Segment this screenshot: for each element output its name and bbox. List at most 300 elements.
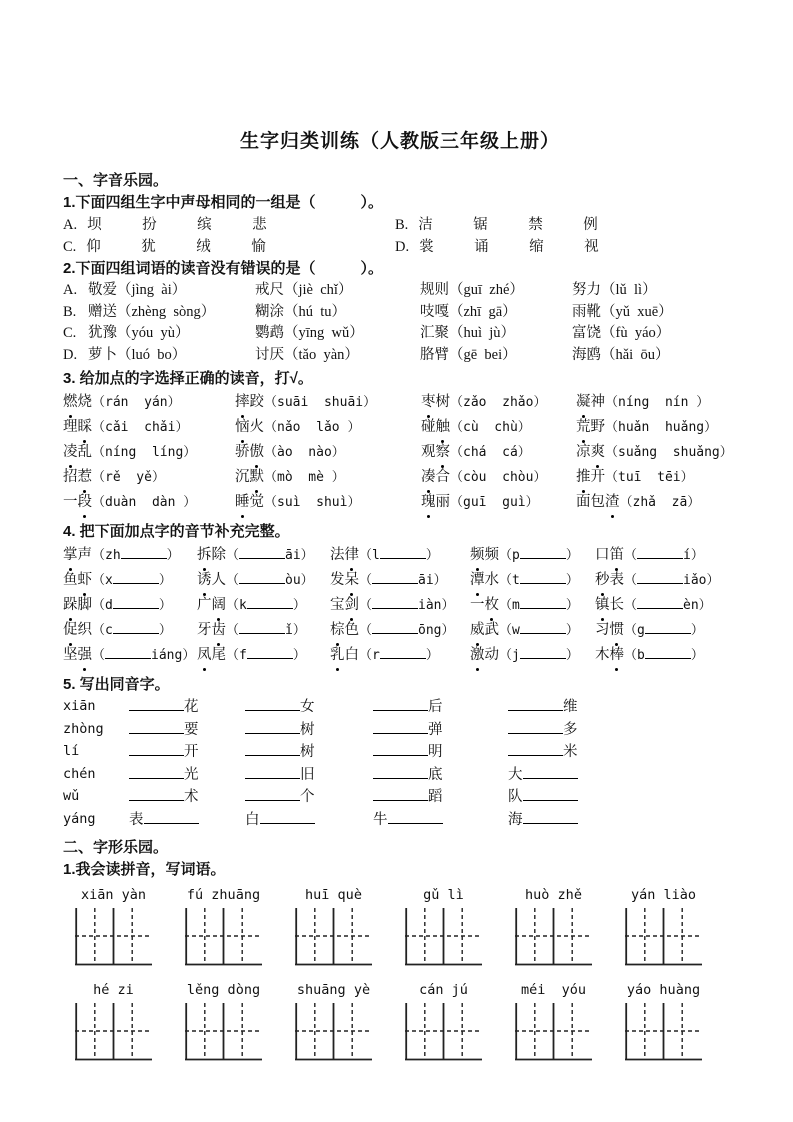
pinyin-label: méi yóu	[520, 982, 587, 998]
answer-blank	[373, 766, 428, 779]
pinyin-after-blank: ）	[565, 548, 579, 563]
word-pre: 法	[330, 547, 345, 563]
homophone-cell	[373, 741, 508, 764]
homophone-cell	[129, 719, 245, 742]
word-post: 白	[344, 647, 359, 663]
syllable-fill-item	[63, 593, 197, 618]
writing-grid-cell	[625, 887, 702, 968]
tianzige-grid	[405, 1003, 482, 1063]
word-pre: 凉	[576, 444, 591, 460]
q5-row	[63, 786, 737, 809]
pinyin-after-blank: ）	[158, 623, 172, 638]
pinyin-choice-item	[421, 415, 576, 440]
q1-option-d	[395, 236, 737, 258]
char-after-blank: 个	[300, 789, 315, 805]
option-char: 仰	[86, 239, 101, 255]
pinyin-before-blank: （d	[92, 598, 113, 613]
pinyin-choice-item	[63, 440, 235, 465]
word-post: 水	[484, 572, 499, 588]
pinyin-choice-item	[235, 415, 421, 440]
word-pre: 木	[595, 647, 610, 663]
dotted-char: 诱	[197, 568, 212, 592]
q5-prompt: 5. 写出同音字。	[63, 676, 170, 693]
pinyin-key: lí	[63, 743, 80, 759]
syllable-fill-item	[197, 643, 330, 668]
pinyin-choice-item	[63, 415, 235, 440]
answer-blank	[520, 621, 566, 634]
pinyin-before-blank: （c	[92, 623, 113, 638]
answer-blank	[113, 596, 159, 609]
syllable-fill-item	[595, 593, 737, 618]
option-char: 缤	[197, 217, 212, 233]
syllable-fill-item	[63, 543, 197, 568]
pinyin-label: yán liào	[630, 887, 697, 903]
dotted-char: 律	[345, 543, 360, 567]
char-after-blank: 光	[184, 766, 199, 783]
homophone-cell	[245, 696, 373, 719]
syllable-fill-item	[330, 618, 470, 643]
pinyin-after-blank: ōng）	[418, 623, 455, 638]
pinyin-choice-item	[235, 465, 421, 490]
word-with-pinyin: 努力（lǔ lì）	[572, 282, 657, 298]
q3-prompt: 3. 给加点的字选择正确的读音，打√。	[63, 370, 313, 387]
pinyin-choice-item	[421, 390, 576, 415]
pinyin-choice-item	[421, 490, 576, 515]
answer-blank	[388, 811, 443, 824]
answer-blank	[508, 698, 563, 711]
dotted-char: 恼	[235, 415, 250, 439]
pinyin-before-blank: （	[359, 573, 373, 588]
q5-row	[63, 764, 737, 787]
word-post: 长	[609, 597, 624, 613]
pinyin-before-blank: （	[226, 623, 240, 638]
word-with-pinyin: 吱嘎（zhī gā）	[420, 303, 517, 320]
word-post: 开	[590, 469, 605, 485]
pinyin-before-blank: （zh	[92, 548, 121, 563]
word-with-pinyin: 富饶（fù yáo）	[572, 325, 671, 341]
option-label: B.	[63, 303, 77, 320]
option-char: 愉	[251, 239, 266, 255]
option-label: B.	[395, 217, 409, 233]
q3-items	[63, 390, 737, 515]
pinyin-options: （mò mè ）	[264, 470, 345, 485]
homophone-cell	[373, 696, 508, 719]
word-pre: 理	[63, 419, 78, 435]
pinyin-after-blank: iàn）	[418, 598, 455, 613]
answer-blank	[113, 571, 159, 584]
homophone-cell	[508, 786, 737, 809]
option-label: D.	[395, 239, 410, 255]
pinyin-before-blank: （b	[624, 648, 645, 663]
word-post: 动	[484, 647, 499, 663]
dotted-char: 强	[78, 643, 93, 667]
pinyin-after-blank: ǐ）	[285, 623, 306, 638]
writing-grid-cell	[515, 982, 592, 1063]
pinyin-choice-item	[576, 390, 737, 415]
tianzige-grid	[295, 908, 372, 968]
syllable-fill-item	[595, 568, 737, 593]
char-before-blank: 牛	[373, 811, 388, 828]
dotted-char: 枣	[421, 390, 436, 414]
syllable-fill-item	[330, 543, 470, 568]
char-after-blank: 旧	[300, 766, 315, 783]
pinyin-options: （níng nín ）	[605, 395, 710, 410]
q5-cells	[129, 786, 737, 809]
pinyin-choice-item	[576, 490, 737, 515]
syllable-fill-item	[470, 593, 595, 618]
word-with-pinyin: 戒尺（jiè chǐ）	[255, 282, 353, 298]
answer-blank	[373, 698, 428, 711]
pinyin-key: zhòng	[63, 720, 104, 737]
dotted-char: 瑰	[421, 490, 436, 514]
writing-grid-cell	[75, 887, 152, 968]
word-with-pinyin: 讨厌（tǎo yàn）	[255, 346, 359, 363]
dotted-char: 摔	[235, 390, 250, 414]
homophone-cell	[373, 764, 508, 787]
homophone-cell	[373, 809, 508, 832]
pinyin-after-blank: āi）	[418, 573, 447, 588]
dotted-char: 掌	[63, 543, 78, 567]
word-post: 烧	[77, 394, 92, 410]
pinyin-before-blank: （	[624, 548, 638, 563]
word-with-pinyin: 雨靴（yǔ xuē）	[572, 303, 673, 320]
pinyin-after-blank: ）	[690, 623, 704, 638]
homophone-cell	[508, 764, 737, 787]
char-before-blank: 表	[129, 811, 144, 828]
word-pre: 鱼	[63, 572, 78, 588]
syllable-fill-item	[595, 543, 737, 568]
answer-blank	[372, 596, 418, 609]
word-post: 人	[211, 572, 226, 588]
answer-blank	[105, 646, 151, 659]
char-after-blank: 女	[300, 699, 315, 715]
option-label: C.	[63, 239, 77, 255]
pinyin-choice-item	[63, 465, 235, 490]
pinyin-options: （cǎi chǎi）	[92, 420, 189, 435]
pinyin-options: （rě yě）	[92, 470, 165, 485]
answer-blank	[523, 766, 578, 779]
option-char: 锯	[473, 217, 488, 233]
word-with-pinyin: 鹦鹉（yīng wǔ）	[255, 325, 364, 341]
char-after-blank: 明	[428, 744, 443, 760]
dotted-char: 促	[63, 618, 78, 642]
char-after-blank: 弹	[428, 721, 443, 738]
dotted-char: 察	[436, 440, 451, 464]
syllable-fill-item	[330, 593, 470, 618]
pinyin-before-blank: （x	[92, 573, 113, 588]
syllable-fill-item	[470, 568, 595, 593]
option-char: 绒	[196, 239, 211, 255]
pinyin-choice-item	[63, 390, 235, 415]
dotted-char: 虾	[78, 568, 93, 592]
q2-option-d	[63, 345, 737, 367]
option-char: 犹	[141, 239, 156, 255]
answer-blank	[637, 596, 683, 609]
pinyin-options: （nǎo lǎo ）	[264, 420, 361, 435]
syllable-fill-item	[470, 618, 595, 643]
answer-blank	[245, 721, 300, 734]
pinyin-after-blank: ）	[690, 648, 704, 663]
pinyin-before-blank: （j	[499, 648, 520, 663]
pinyin-choice-item	[235, 440, 421, 465]
option-char: 诵	[474, 239, 489, 255]
pinyin-choice-item	[576, 415, 737, 440]
word-post: 脚	[77, 597, 92, 613]
answer-blank	[245, 743, 300, 756]
dotted-char: 渣	[605, 490, 620, 514]
pinyin-label: cán jú	[419, 982, 468, 998]
answer-blank	[373, 743, 428, 756]
pinyin-before-blank: （	[226, 548, 240, 563]
option-char: 扮	[142, 217, 157, 233]
answer-blank	[129, 698, 184, 711]
char-after-blank: 多	[563, 721, 578, 738]
answer-blank	[260, 811, 315, 824]
pinyin-label: yáo huàng	[626, 982, 701, 998]
homophone-cell	[373, 719, 508, 742]
q1-option-b	[395, 214, 737, 236]
q1-option-a	[63, 214, 395, 236]
word-pre: 一	[470, 597, 485, 613]
pinyin-after-blank: ）	[158, 598, 172, 613]
q5-cells	[129, 696, 737, 719]
dotted-char: 触	[436, 415, 451, 439]
char-after-blank: 蹈	[428, 789, 443, 805]
homophone-cell	[245, 719, 373, 742]
tianzige-grid	[625, 1003, 702, 1063]
pinyin-options: （cù chù）	[450, 420, 531, 435]
pinyin-after-blank: ）	[565, 623, 579, 638]
word-with-pinyin: 糊涂（hú tu）	[255, 303, 347, 320]
dotted-char: 秒	[595, 568, 610, 592]
answer-blank	[523, 788, 578, 801]
answer-blank	[247, 646, 293, 659]
homophone-cell	[129, 696, 245, 719]
char-after-blank: 树	[300, 744, 315, 760]
word-post: 火	[249, 419, 264, 435]
homophone-cell	[245, 764, 373, 787]
pinyin-choice-item	[421, 440, 576, 465]
writing-grid-cell	[405, 982, 482, 1063]
word-with-pinyin: 规则（guī zhé）	[420, 282, 524, 298]
answer-blank	[520, 646, 566, 659]
q5-cells	[129, 809, 737, 832]
pinyin-after-blank: ）	[425, 548, 439, 563]
word-with-pinyin: 胳臂（gē bei）	[420, 346, 517, 363]
answer-blank	[645, 621, 691, 634]
dotted-char: 剑	[345, 593, 360, 617]
char-after-blank: 树	[300, 721, 315, 738]
char-after-blank: 后	[428, 699, 443, 715]
option-label: A.	[63, 282, 78, 298]
dotted-char: 棕	[330, 618, 345, 642]
q5-row	[63, 696, 737, 719]
pinyin-options: （chá cá）	[450, 445, 531, 460]
syllable-fill-item	[330, 643, 470, 668]
word-post: 色	[344, 622, 359, 638]
q5-row	[63, 719, 737, 742]
answer-blank	[372, 571, 418, 584]
dotted-char: 燃	[63, 390, 78, 414]
pinyin-options: （suǎng shuǎng）	[605, 445, 733, 460]
pinyin-options: （duàn dàn ）	[92, 495, 197, 510]
dotted-char: 惹	[78, 465, 93, 489]
tianzige-grid	[625, 908, 702, 968]
dotted-char: 频	[470, 543, 485, 567]
option-char: 视	[584, 239, 599, 255]
answer-blank	[520, 571, 566, 584]
homophone-cell	[129, 764, 245, 787]
homophone-cell	[129, 741, 245, 764]
pinyin-options: （huǎn huǎng）	[605, 420, 718, 435]
option-label: D.	[63, 346, 78, 363]
homophone-cell	[245, 809, 373, 832]
dotted-char: 默	[250, 465, 265, 489]
answer-blank	[245, 788, 300, 801]
pinyin-after-blank: iǎo）	[683, 573, 720, 588]
option-char: 裳	[419, 239, 434, 255]
pinyin-key: yáng	[63, 810, 96, 827]
pinyin-before-blank: （k	[226, 598, 247, 613]
syllable-fill-item	[470, 643, 595, 668]
pinyin-before-blank: （p	[499, 548, 520, 563]
answer-blank	[373, 788, 428, 801]
answer-blank	[637, 571, 683, 584]
pinyin-before-blank: （	[92, 648, 106, 663]
pinyin-label: huī què	[305, 887, 362, 903]
pinyin-choice-item	[63, 490, 235, 515]
pinyin-label: lěng dòng	[186, 982, 261, 998]
pinyin-options: （còu chòu）	[450, 470, 547, 485]
syllable-fill-item	[63, 568, 197, 593]
q1-option-c	[63, 236, 395, 258]
pinyin-after-blank: ）	[158, 573, 172, 588]
tianzige-grid	[185, 908, 262, 968]
writing-grid-cell	[75, 982, 152, 1063]
homophone-cell	[129, 786, 245, 809]
pinyin-label: xiān yàn	[80, 887, 147, 903]
pinyin-options: （tuī tēi）	[605, 470, 694, 485]
q1-row-cd	[63, 236, 737, 258]
word-pre: 宝	[330, 597, 345, 613]
answer-blank	[245, 766, 300, 779]
pinyin-after-blank: èn）	[683, 598, 712, 613]
pinyin-label: shuāng yè	[296, 982, 371, 998]
option-char: 缩	[529, 239, 544, 255]
dotted-char: 段	[78, 490, 93, 514]
char-after-blank: 要	[184, 721, 199, 738]
tianzige-grid	[515, 908, 592, 968]
pinyin-label: hé zi	[93, 982, 134, 998]
answer-blank	[372, 621, 418, 634]
word-pre: 招	[63, 469, 78, 485]
homophone-cell	[245, 741, 373, 764]
q2-option-a	[63, 280, 737, 302]
pinyin-choice-item	[576, 465, 737, 490]
q5-cells	[129, 764, 737, 787]
pinyin-choice-item	[421, 465, 576, 490]
answer-blank	[239, 571, 285, 584]
dotted-char: 凤	[197, 643, 212, 667]
dotted-char: 爽	[591, 440, 606, 464]
pinyin-options: （zǎo zhǎo）	[450, 395, 547, 410]
dotted-char: 激	[470, 643, 485, 667]
pinyin-after-blank: ）	[166, 548, 180, 563]
dotted-char: 拆	[197, 543, 212, 567]
word-pre: 发	[330, 572, 345, 588]
char-after-blank: 术	[184, 789, 199, 805]
pinyin-before-blank: （	[359, 598, 373, 613]
q1-prompt: 1.下面四组生字中声母相同的一组是（ ）。	[63, 194, 384, 211]
writing-grid-cell	[515, 887, 592, 968]
word-pre: 碰	[421, 419, 436, 435]
writing-grid-cell	[185, 982, 262, 1063]
option-char: 例	[583, 217, 598, 233]
word-pre: 一	[63, 494, 78, 510]
word-post: 尾	[211, 647, 226, 663]
dotted-char: 凝	[576, 390, 591, 414]
pinyin-options: （suāi shuāi）	[264, 395, 377, 410]
syllable-fill-item	[330, 568, 470, 593]
pinyin-choice-item	[235, 390, 421, 415]
char-before-blank: 大	[508, 766, 523, 783]
option-label: A.	[63, 217, 78, 233]
answer-blank	[637, 546, 683, 559]
word-pre: 牙	[197, 622, 212, 638]
answer-blank	[113, 621, 159, 634]
word-post: 声	[77, 547, 92, 563]
char-after-blank: 花	[184, 699, 199, 715]
writing-grid-row-1	[75, 887, 737, 968]
dotted-char: 荒	[576, 415, 591, 439]
answer-blank	[523, 811, 578, 824]
dotted-char: 跺	[63, 593, 78, 617]
char-after-blank: 维	[563, 699, 578, 715]
writing-grid-cell	[625, 982, 702, 1063]
homophone-cell	[508, 809, 737, 832]
pinyin-after-blank: ）	[565, 573, 579, 588]
option-char: 坝	[87, 217, 102, 233]
homophone-cell	[508, 741, 737, 764]
tianzige-grid	[185, 1003, 262, 1063]
word-post: 合	[435, 469, 450, 485]
pinyin-after-blank: ）	[565, 648, 579, 663]
pinyin-after-blank: ）	[565, 598, 579, 613]
syllable-fill-item	[63, 618, 197, 643]
answer-blank	[245, 698, 300, 711]
homophone-cell	[508, 719, 737, 742]
pinyin-before-blank: （w	[499, 623, 520, 638]
q5-cells	[129, 719, 737, 742]
word-with-pinyin: 犹豫（yóu yù）	[88, 325, 190, 341]
word-with-pinyin: 萝卜（luó bo）	[88, 346, 187, 363]
q5-cells	[129, 741, 737, 764]
pinyin-label: fú zhuāng	[186, 887, 261, 903]
homophone-cell	[508, 696, 737, 719]
word-post: 武	[484, 622, 499, 638]
dotted-char: 棒	[610, 643, 625, 667]
pinyin-choice-item	[235, 490, 421, 515]
dotted-char: 镇	[595, 593, 610, 617]
char-after-blank: 开	[184, 744, 199, 760]
homophone-cell	[373, 786, 508, 809]
syllable-fill-item	[595, 643, 737, 668]
tianzige-grid	[75, 1003, 152, 1063]
dotted-char: 睡	[235, 490, 250, 514]
word-post: 织	[77, 622, 92, 638]
pinyin-before-blank: （t	[499, 573, 520, 588]
word-pre: 广	[197, 597, 212, 613]
